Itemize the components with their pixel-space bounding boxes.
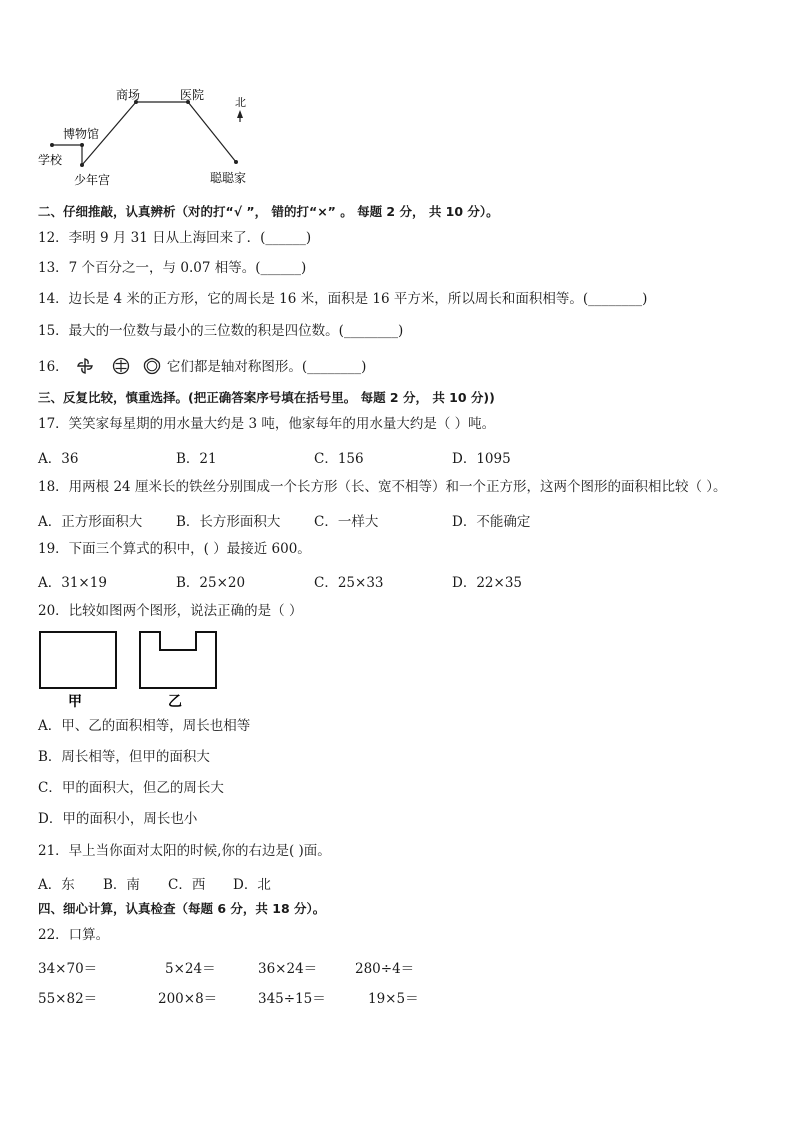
circle-symbol-icon <box>111 357 131 375</box>
map-point-congcong-home <box>234 160 238 164</box>
calc-row2-item4: 19×5＝ <box>368 991 419 1007</box>
map-figure <box>30 82 270 192</box>
question-12: 12．李明 9 月 31 日从上海回来了．(______) <box>38 230 312 246</box>
q20-option-d: D．甲的面积小，周长也小 <box>38 811 198 827</box>
q17-option-a: A．36 <box>38 451 79 467</box>
map-label-museum: 博物馆 <box>63 127 100 141</box>
shape-a-label: 甲 <box>68 694 82 710</box>
q18-option-d: D．不能确定 <box>452 514 531 530</box>
question-20: 20．比较如图两个图形，说法正确的是（ ） <box>38 603 303 619</box>
calc-row1-item4: 280÷4＝ <box>355 961 415 977</box>
q19-option-a: A．31×19 <box>38 575 107 591</box>
map-label-north: 北 <box>235 96 246 109</box>
question-16-text: 它们都是轴对称图形。(________) <box>166 359 367 375</box>
question-16 <box>38 357 366 376</box>
question-17: 17．笑笑家每星期的用水量大约是 3 吨，他家每年的用水量大约是（ ）吨。 <box>38 416 496 432</box>
calc-row2-item2: 200×8＝ <box>158 991 218 1007</box>
map-label-youth-palace: 少年宫 <box>74 173 111 187</box>
section4-heading: 四、细心计算，认真检查（每题 6 分，共 18 分）。 <box>38 901 326 916</box>
calc-row1-item2: 5×24＝ <box>165 961 216 977</box>
q20-option-b: B．周长相等，但甲的面积大 <box>38 749 210 765</box>
q18-option-c: C．一样大 <box>314 514 379 530</box>
flower-ring-icon <box>142 357 162 375</box>
question-15: 15．最大的一位数与最小的三位数的积是四位数。(________) <box>38 323 404 339</box>
north-arrow-icon <box>237 110 243 118</box>
question-13: 13．7 个百分之一，与 0.07 相等。(______) <box>38 260 307 276</box>
shape-b-notched <box>140 632 216 688</box>
q18-option-a: A．正方形面积大 <box>38 514 143 530</box>
calc-row2-item1: 55×82＝ <box>38 991 98 1007</box>
q19-option-b: B．25×20 <box>176 575 246 591</box>
q21-option-a: A．东 <box>38 877 75 893</box>
calc-row2-item3: 345÷15＝ <box>258 991 326 1007</box>
map-point-youth-palace <box>80 163 84 167</box>
q20-option-c: C．甲的面积大，但乙的周长大 <box>38 780 224 796</box>
map-label-school: 学校 <box>38 153 63 167</box>
map-label-congcong-home: 聪聪家 <box>210 171 247 185</box>
question-21: 21．早上当你面对太阳的时候,你的右边是( )面。 <box>38 843 331 859</box>
pinwheel-icon <box>75 357 95 375</box>
calc-row1-item1: 34×70＝ <box>38 961 98 977</box>
map-label-hospital: 医院 <box>180 88 205 102</box>
q17-option-b: B．21 <box>176 451 217 467</box>
calc-row1-item3: 36×24＝ <box>258 961 318 977</box>
q18-option-b: B．长方形面积大 <box>176 514 281 530</box>
q21-option-d: D．北 <box>233 877 271 893</box>
q17-option-d: D．1095 <box>452 451 511 467</box>
shapes-figure <box>36 626 226 712</box>
q19-option-d: D．22×35 <box>452 575 522 591</box>
map-point-school <box>50 143 54 147</box>
q17-option-c: C．156 <box>314 451 364 467</box>
map-point-museum <box>80 143 84 147</box>
question-14: 14．边长是 4 米的正方形，它的周长是 16 米，面积是 16 平方米，所以周长和面积相等。(________) <box>38 291 648 307</box>
shape-a-rectangle <box>40 632 116 688</box>
q21-option-b: B．南 <box>103 877 140 893</box>
q21-option-c: C．西 <box>168 877 206 893</box>
shape-b-label: 乙 <box>168 694 182 710</box>
question-16-number: 16． <box>38 359 69 375</box>
q19-option-c: C．25×33 <box>314 575 384 591</box>
section2-heading: 二、仔细推敲，认真辨析（对的打“√ ”， 错的打“×” 。 每题 2 分， 共 10 分）。 <box>38 204 499 219</box>
map-label-mall: 商场 <box>116 88 141 102</box>
section3-heading: 三、反复比较，慎重选择。(把正确答案序号填在括号里。 每题 2 分， 共 10 分)) <box>38 390 495 405</box>
q20-option-a: A．甲、乙的面积相等，周长也相等 <box>38 718 251 734</box>
question-19: 19．下面三个算式的积中，( ）最接近 600。 <box>38 541 311 557</box>
question-22: 22．口算。 <box>38 927 110 943</box>
question-18: 18．用两根 24 厘米长的铁丝分别围成一个长方形（长、宽不相等）和一个正方形，这两个图形的面积相比较（ ）。 <box>38 479 727 495</box>
